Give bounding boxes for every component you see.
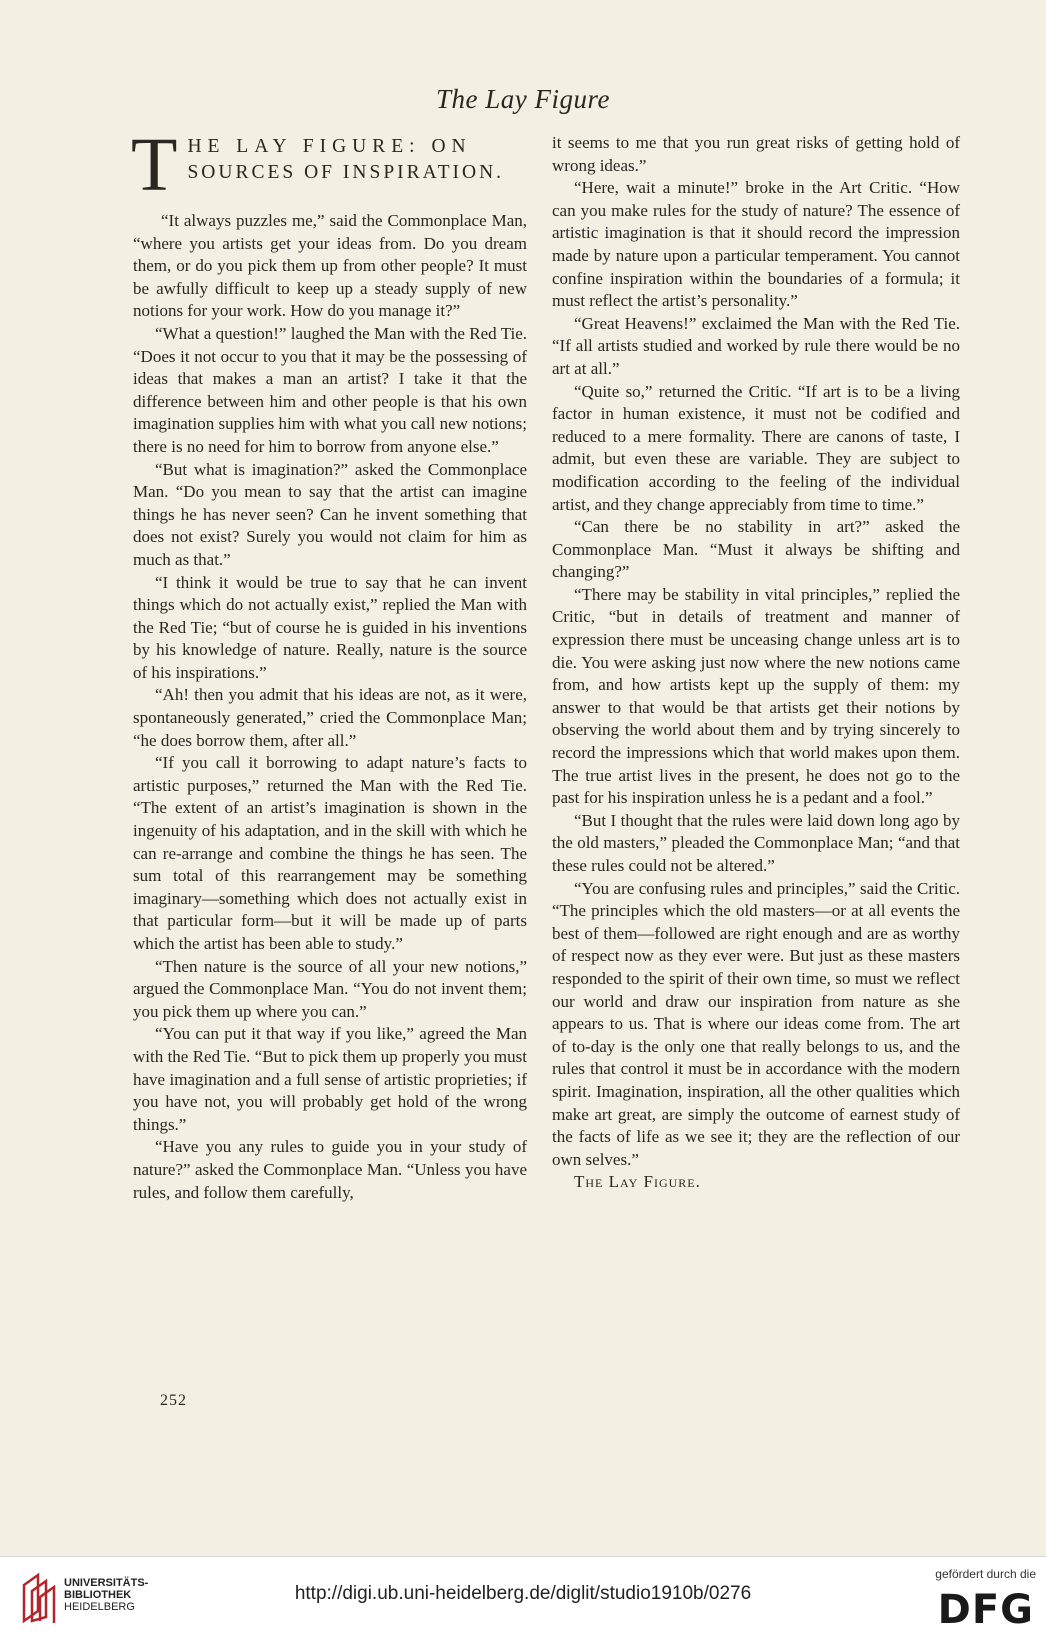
paragraph: “You are confusing rules and principles,” said the Critic. “The principles which the old masters—or at all events the best of them—followed are right enough and are as worthy of respect now as they ever were. But just as these masters responded to the spirit of their own time, so must we reflect our world and draw our inspiration from nature as she appears to us. That is where our ideas come from. The art of to-day is the only one that really belongs to us, and the rules that control it must be in accordance with the modern spirit. Imagination, inspiration, all the other qualities which make art great, are simply the outcome of earnest study of the facts of life as we see it; they are the reflection of our own selves.”: [552, 878, 960, 1169]
drop-cap: T: [131, 123, 178, 207]
paragraph: “Ah! then you admit that his ideas are not, as it were, spontaneously generated,” cried the Commonplace Man; “he does borrow them, after all.”: [133, 685, 527, 750]
signature: The Lay Figure.: [574, 1172, 701, 1192]
running-title: The Lay Figure: [436, 84, 610, 114]
paragraph: “It always puzzles me,” said the Commonplace Man, “where you artists get your ideas from. Do you dream them, or do you pick them up from other people? It must be awfully difficult to keep up a steady supply of new notions for your work. How do you manage it?”: [133, 211, 527, 321]
paragraph: “Can there be no stability in art?” asked the Commonplace Man. “Must it always be shifting and changing?”: [552, 517, 960, 582]
paragraph: “I think it would be true to say that he can invent things which do not actually exist,” replied the Man with the Red Tie; “but of course he is guided in his inventions by his knowledge of nature. Really, nature is the source of his inspirations.”: [133, 572, 527, 682]
paragraph: “Here, wait a minute!” broke in the Art Critic. “How can you make rules for the study of nature? The essence of artistic imagination is that it should record the impression made by nature upon a particular temperament. You cannot confine inspiration within the boundaries of a formula; it must reflect the artist’s personality.”: [552, 178, 960, 311]
paragraph: “Quite so,” returned the Critic. “If art is to be a living factor in human existence, it must not be codified and reduced to a mere formality. There are canons of taste, I admit, but even these are variable. They are subject to modification according to the feeling of the individual artist, and they change appreciably from time to time.”: [552, 381, 960, 514]
paragraph: “What a question!” laughed the Man with the Red Tie. “Does it not occur to you that it may be the possessing of ideas that makes a man an artist? I take it that the difference between him and other people is that his own imagination supplies him with what you call new notions; there is no need for him to borrow from anyone else.”: [133, 323, 527, 456]
paragraph: “If you call it borrowing to adapt nature’s facts to artistic purposes,” returned the Man with the Red Tie. “The extent of an artist’s imagination is shown in the ingenuity of his adaptation, and in the skill with which he can re-arrange and combine the things he has seen. The sum total of this rearrangement may be something imaginary—something which does not actually exist in that particular form—but it will be made up of parts which the artist has been able to study.”: [133, 753, 527, 953]
left-column: [131, 123, 527, 1204]
right-column: [552, 132, 960, 1194]
footer-bar: [0, 1556, 1046, 1638]
paragraph: “You can put it that way if you like,” agreed the Man with the Red Tie. “But to pick them up properly you must have imagination and a full sense of artistic proprieties; if you have not, you will probably get hold of the wrong things.”: [133, 1024, 527, 1134]
title-line-1: HE LAY FIGURE: ON: [187, 136, 472, 157]
library-name-line-3: HEIDELBERG: [64, 1601, 135, 1613]
permalink[interactable]: http://digi.ub.uni-heidelberg.de/diglit/studio1910b/0276: [294, 1583, 752, 1604]
paragraph: “Then nature is the source of all your new notions,” argued the Commonplace Man. “You do not invent them; you pick them up where you can.”: [133, 956, 527, 1021]
library-name-line-1: UNIVERSITÄTS-: [64, 1577, 149, 1589]
article-title: [131, 123, 527, 207]
paragraph: “But I thought that the rules were laid down long ago by the old masters,” pleaded the Commonplace Man; “and that these rules could not be altered.”: [552, 810, 960, 875]
library-name-line-2: BIBLIOTHEK: [64, 1589, 132, 1601]
dfg-logo: DFG: [937, 1587, 1034, 1633]
page-number: 252: [160, 1392, 187, 1409]
paragraph: it seems to me that you run great risks of getting hold of wrong ideas.”: [552, 133, 960, 175]
title-line-2: SOURCES OF INSPIRATION.: [187, 162, 505, 183]
paragraph: “But what is imagination?” asked the Commonplace Man. “Do you mean to say that the artist can imagine things he has never seen? Can he invent something that does not exist? Surely you would not claim for him as much as that.”: [133, 459, 527, 569]
paragraph: “There may be stability in vital principles,” replied the Critic, “but in details of treatment and manner of expression there must be unceasing change unless art is to die. You were asking just now where the new notions came from, and how artists kept up the supply of them: my answer to that would be that artists get their notions by observing the world about them and by trying sincerely to record the impressions which that world makes upon them. The true artist lives in the present, he does not go to the past for his inspiration unless he is a pedant and a fool.”: [552, 584, 960, 808]
paragraph: “Have you any rules to guide you in your study of nature?” asked the Commonplace Man. “Unless you have rules, and follow them carefully,: [133, 1137, 527, 1202]
paragraph: “Great Heavens!” exclaimed the Man with the Red Tie. “If all artists studied and worked by rule there would be no art at all.”: [552, 313, 960, 378]
funded-by-label: gefördert durch die: [935, 1567, 1036, 1581]
